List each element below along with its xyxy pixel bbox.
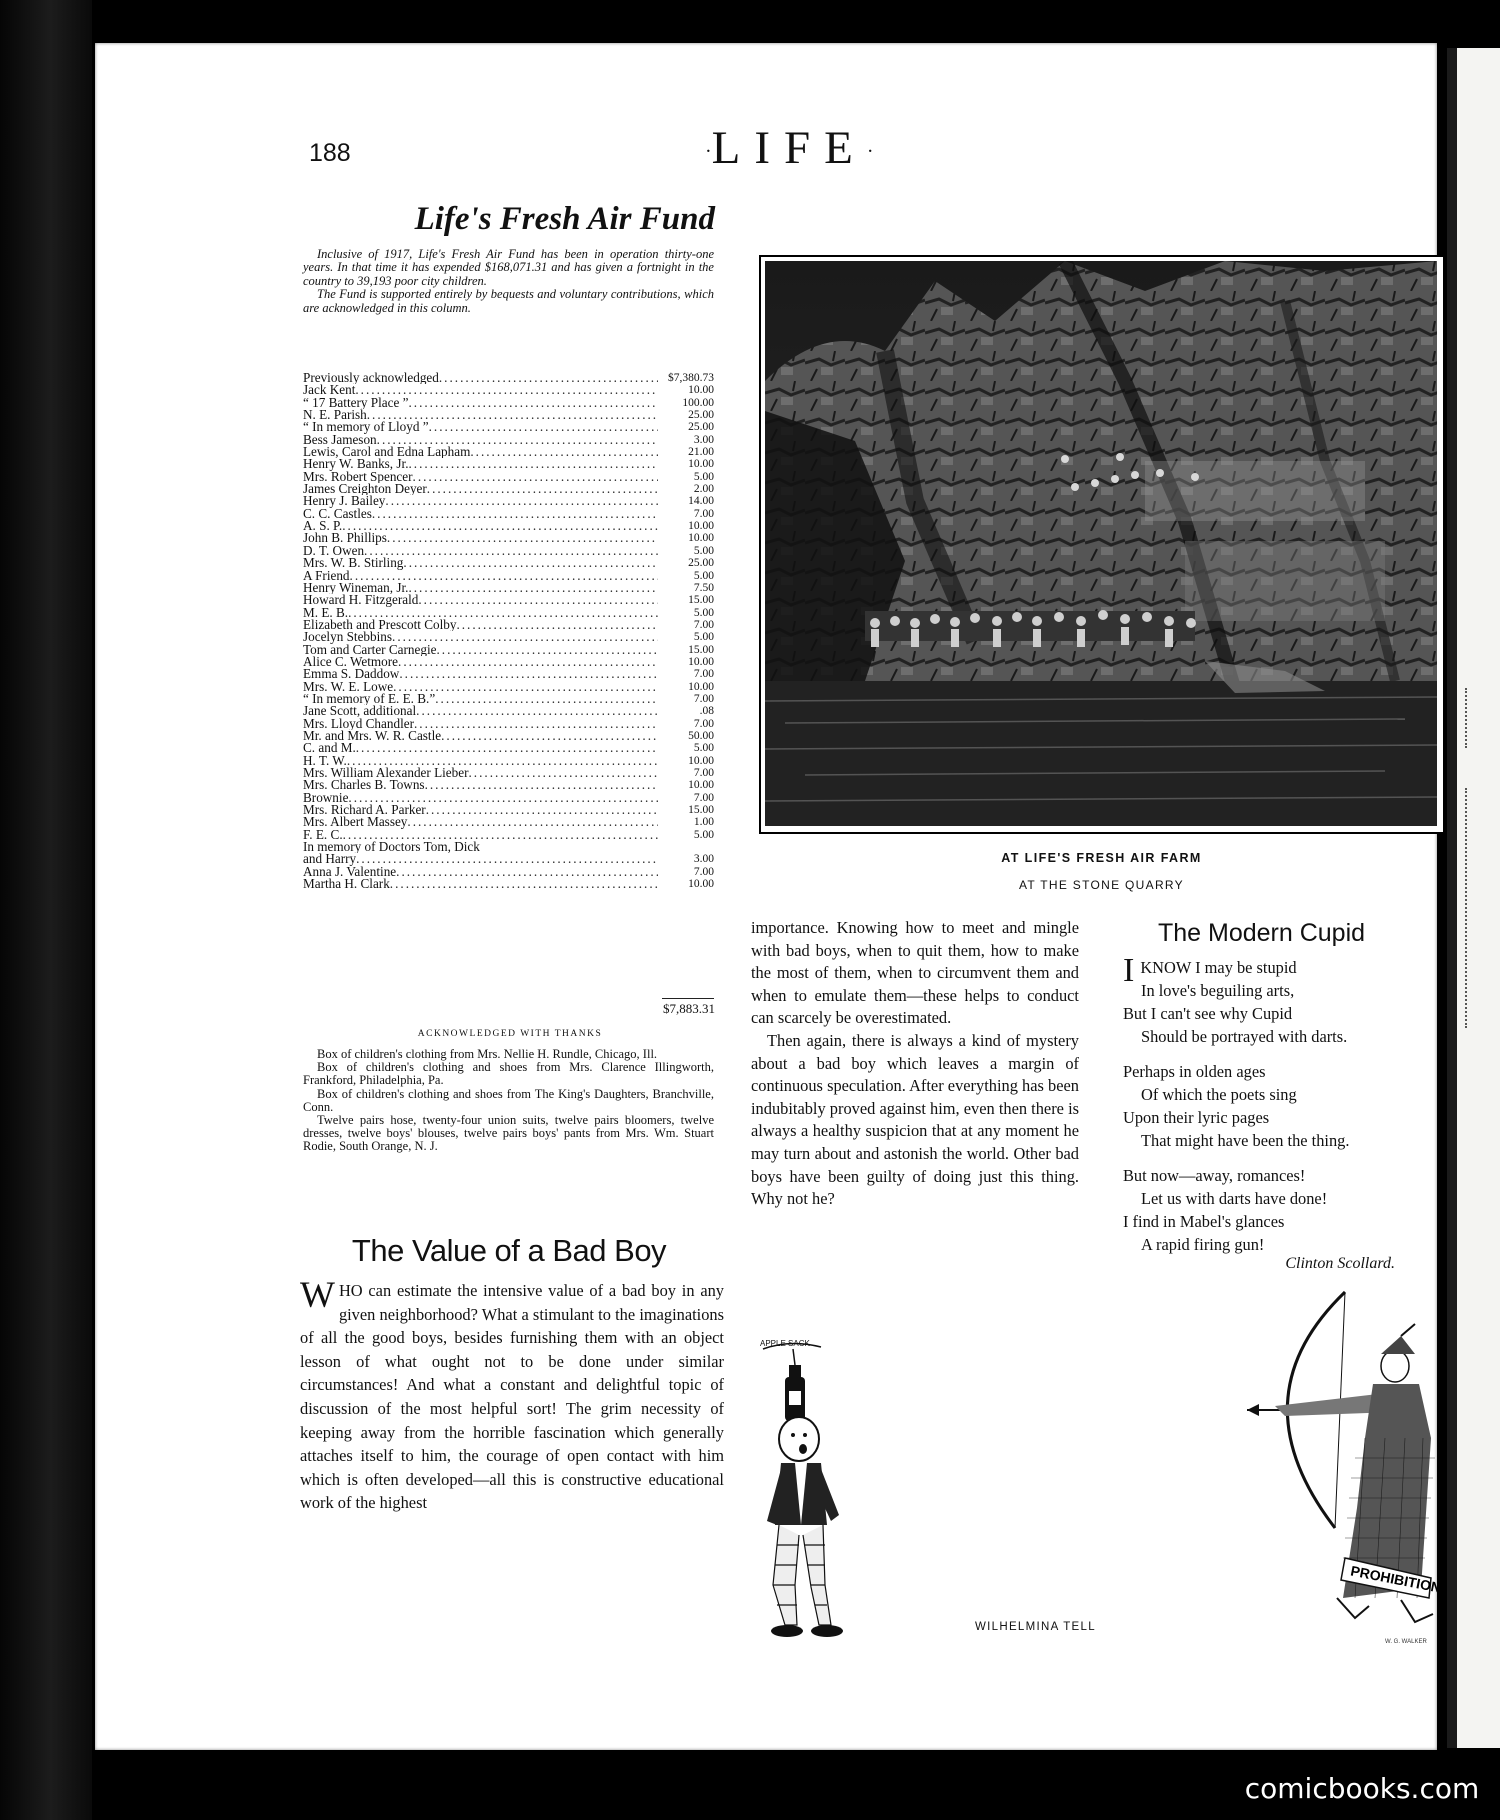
donation-row bbox=[303, 816, 714, 828]
donor-name: M. E. B. bbox=[303, 606, 349, 619]
fund-intro-paragraph: Inclusive of 1917, Life's Fresh Air Fund has been in operation thirty-one years. In that time it has expended $168,071.31 and has given a fortnight in the country to 39,193 poor city children. bbox=[303, 247, 714, 288]
donation-amount: 5.00 bbox=[693, 742, 714, 755]
donation-amount: 21.00 bbox=[688, 446, 714, 459]
donation-row bbox=[303, 471, 714, 483]
dot-leader bbox=[398, 656, 658, 668]
donor-name: Brownie bbox=[303, 791, 349, 805]
donor-name: N. E. Parish bbox=[303, 409, 367, 422]
dot-leader bbox=[367, 409, 658, 421]
photo-frame bbox=[759, 255, 1445, 834]
donation-row bbox=[303, 446, 714, 458]
donation-amount: 5.00 bbox=[693, 606, 714, 619]
poem-author: Clinton Scollard. bbox=[1285, 1255, 1395, 1272]
donor-name: “ In memory of Lloyd ” bbox=[303, 421, 429, 434]
donor-name: Mr. and Mrs. W. R. Castle bbox=[303, 729, 442, 743]
donation-row bbox=[303, 619, 714, 631]
drop-cap: W bbox=[300, 1275, 335, 1316]
poem-stanza bbox=[1123, 1060, 1423, 1152]
donation-row bbox=[303, 730, 714, 742]
donor-name: A. S. P. bbox=[303, 520, 343, 533]
donation-row bbox=[303, 520, 714, 532]
donor-name: “ In memory of E. E. B.” bbox=[303, 692, 436, 706]
donation-row bbox=[303, 681, 714, 693]
donor-name: Jack Kent bbox=[303, 384, 356, 397]
adjacent-page-art bbox=[1465, 688, 1497, 748]
scan-edge-left bbox=[0, 0, 92, 1820]
masthead-dot-right: · bbox=[866, 140, 874, 163]
donation-row bbox=[303, 545, 714, 557]
donation-amount: 15.00 bbox=[688, 643, 714, 656]
donation-row bbox=[303, 656, 714, 668]
dot-leader bbox=[416, 705, 658, 717]
donation-amount: 15.00 bbox=[688, 594, 714, 607]
poem-line: But I can't see why Cupid bbox=[1123, 1004, 1293, 1023]
donation-row bbox=[303, 779, 714, 791]
gift-item: Box of children's clothing and shoes from The King's Daughters, Branchville, Conn. bbox=[303, 1086, 714, 1114]
poem-stanza bbox=[1123, 1164, 1423, 1256]
dot-leader bbox=[408, 582, 658, 594]
watermark: comicbooks.com bbox=[1224, 1756, 1500, 1820]
donation-row bbox=[303, 668, 714, 680]
donation-row bbox=[303, 434, 714, 446]
poem-line: KNOW I may be stupid bbox=[1140, 958, 1297, 977]
poem bbox=[1123, 952, 1423, 1268]
dot-leader bbox=[456, 619, 658, 631]
dot-leader bbox=[385, 495, 658, 507]
dot-leader bbox=[364, 545, 658, 557]
donor-name: D. T. Owen bbox=[303, 544, 365, 558]
masthead bbox=[705, 121, 874, 175]
donor-name: Henry Wineman, Jr. bbox=[303, 581, 409, 595]
donation-amount: 25.00 bbox=[688, 557, 714, 570]
poem-line: Let us with darts have done! bbox=[1141, 1189, 1328, 1208]
donation-amount: 1.00 bbox=[693, 816, 714, 829]
donation-amount: 10.00 bbox=[688, 458, 714, 471]
donor-name: C. C. Castles bbox=[303, 507, 372, 521]
donation-row bbox=[303, 607, 714, 619]
dot-leader bbox=[407, 816, 658, 828]
donation-amount: 7.00 bbox=[693, 507, 714, 520]
dot-leader bbox=[393, 681, 658, 693]
article-paragraph: HO can estimate the intensive value of a bad boy in any given neighborhood? What a stimulant to the imaginations of all the good boys, besides furnishing them with an object lesson of what ought not to be done under similar circumstances! And what a constant and delightful topic of discussion of the most helpful sort! The grim necessity of keeping away from the horrible fascination which generally attaches itself to him, the courage of open contact with him which is often developed—all this is constructive educational work of the highest bbox=[300, 1281, 724, 1513]
page-number: 188 bbox=[309, 139, 351, 167]
donation-amount: 3.00 bbox=[693, 433, 714, 446]
donation-row bbox=[303, 372, 714, 384]
donor-name: C. and M. bbox=[303, 742, 356, 755]
donation-row bbox=[303, 532, 714, 544]
donor-name: Mrs. Albert Massey bbox=[303, 816, 408, 829]
donation-amount: 7.00 bbox=[693, 668, 714, 681]
gift-list bbox=[303, 1048, 714, 1154]
donation-amount: 25.00 bbox=[688, 421, 714, 434]
dot-leader bbox=[426, 804, 658, 816]
apple-sack-man-illustration bbox=[755, 1335, 890, 1644]
dot-leader bbox=[399, 668, 658, 680]
donor-name: Elizabeth and Prescott Colby bbox=[303, 618, 457, 632]
dot-leader bbox=[372, 508, 658, 520]
donor-name: Martha H. Clark bbox=[303, 878, 390, 891]
dot-leader bbox=[436, 644, 658, 656]
masthead-title: LIFE bbox=[711, 122, 867, 174]
dot-leader bbox=[403, 557, 658, 569]
poem-line: Perhaps in olden ages bbox=[1123, 1062, 1266, 1081]
magazine-page bbox=[95, 43, 1443, 1750]
donor-name: Mrs. W. B. Stirling bbox=[303, 557, 404, 570]
donor-name: Mrs. W. E. Lowe bbox=[303, 680, 394, 693]
donation-total: $7,883.31 bbox=[663, 1001, 715, 1016]
dot-leader bbox=[414, 718, 658, 730]
poem-stanza bbox=[1123, 952, 1423, 1048]
poem-line: Of which the poets sing bbox=[1141, 1085, 1297, 1104]
donor-name: Jane Scott, additional bbox=[303, 705, 417, 718]
donation-amount: 10.00 bbox=[688, 779, 714, 792]
donor-name: Jocelyn Stebbins bbox=[303, 631, 393, 644]
donor-name: A Friend bbox=[303, 569, 350, 582]
donor-name: Mrs. William Alexander Lieber bbox=[303, 767, 469, 780]
donor-name: In memory of Doctors Tom, Dick bbox=[303, 841, 480, 854]
dot-leader bbox=[427, 483, 658, 495]
cartoon-caption: WILHELMINA TELL bbox=[975, 1621, 1096, 1633]
dot-leader bbox=[408, 397, 658, 409]
cartoon-sign-text: APPLE SACK bbox=[760, 1339, 810, 1348]
donation-amount: 10.00 bbox=[688, 520, 714, 533]
dot-leader bbox=[470, 446, 658, 458]
donor-name: Previously acknowledged bbox=[303, 372, 439, 385]
dot-leader bbox=[469, 767, 659, 779]
donor-name: “ 17 Battery Place ” bbox=[303, 396, 409, 410]
adjacent-page-art bbox=[1465, 788, 1497, 1028]
donation-row bbox=[303, 792, 714, 804]
donation-amount: 14.00 bbox=[688, 495, 714, 508]
donor-name: Mrs. Richard A. Parker bbox=[303, 804, 426, 817]
donor-name: Mrs. Lloyd Chandler bbox=[303, 717, 414, 730]
donor-name: Mrs. Robert Spencer bbox=[303, 470, 413, 484]
dot-leader bbox=[348, 792, 658, 804]
dot-leader bbox=[348, 607, 658, 619]
article-paragraph: importance. Knowing how to meet and mingle with bad boys, when to quit them, how to make the most of them, when to circumvent them and when to emulate them—these helps to conduct can scarcely be overestimated. bbox=[751, 918, 1079, 1028]
donation-amount: 5.00 bbox=[693, 828, 714, 841]
dot-leader bbox=[355, 384, 658, 396]
poem-line: In love's beguiling arts, bbox=[1141, 981, 1295, 1000]
donor-name: Henry J. Bailey bbox=[303, 495, 386, 508]
donation-row bbox=[303, 384, 714, 396]
donation-row bbox=[303, 631, 714, 643]
donation-amount: 7.00 bbox=[693, 717, 714, 730]
acknowledged-heading: ACKNOWLEDGED WITH THANKS bbox=[417, 1029, 603, 1039]
masthead-dot-left: · bbox=[705, 140, 712, 163]
photo-subcaption: AT THE STONE QUARRY bbox=[1019, 878, 1184, 892]
article-title: The Value of a Bad Boy bbox=[351, 1233, 667, 1268]
dot-leader bbox=[387, 532, 658, 544]
dot-leader bbox=[413, 471, 658, 483]
donor-name: Alice C. Wetmore bbox=[303, 655, 399, 669]
donor-name: F. E. C. bbox=[303, 828, 343, 842]
donation-row bbox=[303, 742, 714, 754]
poem-line: A rapid firing gun! bbox=[1141, 1235, 1265, 1254]
donation-amount: 10.00 bbox=[688, 754, 714, 767]
fund-intro-paragraph: The Fund is supported entirely by bequests and voluntary contributions, which are acknowledged in this column. bbox=[303, 287, 714, 315]
donation-row bbox=[303, 866, 714, 878]
donor-name: Anna J. Valentine bbox=[303, 865, 397, 879]
donor-name: Emma S. Daddow bbox=[303, 668, 400, 681]
gift-item: Twelve pairs hose, twenty-four union suits, twelve pairs bloomers, twelve dresses, twelve boys' blouses, twelve pairs boys' pants from Mrs. Wm. Stuart Rodie, South Orange, N. J. bbox=[303, 1113, 714, 1154]
donation-amount: 3.00 bbox=[693, 853, 714, 866]
donation-row bbox=[303, 458, 714, 470]
donation-amount: 7.00 bbox=[693, 618, 714, 631]
donor-name: James Creighton Deyer bbox=[303, 483, 427, 496]
donation-amount: 10.00 bbox=[688, 680, 714, 693]
prohibition-archer-illustration bbox=[1245, 1288, 1455, 1643]
article-continuation bbox=[751, 917, 1079, 1211]
dot-leader bbox=[342, 520, 658, 532]
article-body bbox=[300, 1275, 724, 1515]
sash-text: PROHIBITION bbox=[1349, 1562, 1443, 1596]
donation-row bbox=[303, 804, 714, 816]
donor-name: Mrs. Charles B. Towns bbox=[303, 779, 425, 792]
donation-row bbox=[303, 644, 714, 656]
donation-row bbox=[303, 767, 714, 779]
donation-amount: 10.00 bbox=[688, 384, 714, 397]
donation-row bbox=[303, 718, 714, 730]
donation-amount: 7.00 bbox=[693, 865, 714, 878]
dot-leader bbox=[356, 742, 658, 754]
poem-line: Should be portrayed with darts. bbox=[1141, 1027, 1348, 1046]
donation-row bbox=[303, 878, 714, 890]
donation-amount: 10.00 bbox=[688, 878, 714, 891]
donor-name: H. T. W. bbox=[303, 754, 347, 767]
poem-title: The Modern Cupid bbox=[1157, 919, 1366, 947]
donor-name: and Harry bbox=[303, 853, 357, 866]
dot-leader bbox=[356, 853, 658, 865]
donation-row bbox=[303, 853, 714, 865]
donation-row bbox=[303, 421, 714, 433]
dot-leader bbox=[350, 570, 658, 582]
dot-leader bbox=[347, 755, 658, 767]
donation-amount: .08 bbox=[699, 705, 714, 718]
donation-row bbox=[303, 409, 714, 421]
donation-amount: 5.00 bbox=[693, 631, 714, 644]
donation-amount: 7.00 bbox=[693, 692, 714, 705]
donor-name: Tom and Carter Carnegie bbox=[303, 643, 437, 656]
donation-row bbox=[303, 693, 714, 705]
donation-amount: 10.00 bbox=[688, 532, 714, 545]
fund-intro bbox=[303, 248, 714, 315]
dot-leader bbox=[425, 779, 658, 791]
donation-row bbox=[303, 397, 714, 409]
donation-list bbox=[303, 372, 714, 890]
donation-row bbox=[303, 557, 714, 569]
donation-row bbox=[303, 705, 714, 717]
poem-line: That might have been the thing. bbox=[1141, 1131, 1350, 1150]
article-paragraph: Then again, there is always a kind of mystery about a bad boy which leaves a margin of continuous speculation. After everything has been indubitably proved against him, even then there is always a healthy suspicion that at any moment he may turn about and astonish the world. Other bad boys have been guilty of doing just this thing. Why not he? bbox=[751, 1030, 1079, 1209]
dot-leader bbox=[429, 421, 658, 433]
donation-amount: 7.00 bbox=[693, 767, 714, 779]
donor-name: Lewis, Carol and Edna Lapham bbox=[303, 446, 471, 459]
donation-row bbox=[303, 582, 714, 594]
gift-item: Box of children's clothing from Mrs. Nellie H. Rundle, Chicago, Ill. bbox=[317, 1047, 658, 1061]
poem-line: But now—away, romances! bbox=[1123, 1166, 1306, 1185]
donation-row bbox=[303, 829, 714, 841]
donation-row bbox=[303, 755, 714, 767]
donation-amount: 7.00 bbox=[693, 791, 714, 804]
donor-name: Henry W. Banks, Jr. bbox=[303, 458, 409, 471]
donation-row bbox=[303, 483, 714, 495]
dot-leader bbox=[409, 458, 659, 470]
donation-amount: 5.00 bbox=[693, 470, 714, 483]
dot-leader bbox=[377, 434, 658, 446]
fund-title: Life's Fresh Air Fund bbox=[414, 201, 715, 237]
total-rule bbox=[662, 998, 714, 999]
donation-amount: 2.00 bbox=[693, 483, 714, 496]
dot-leader bbox=[396, 866, 658, 878]
photo-caption: AT LIFE'S FRESH AIR FARM bbox=[1001, 851, 1202, 865]
dot-leader bbox=[343, 829, 658, 841]
dot-leader bbox=[392, 631, 658, 643]
donation-amount: 5.00 bbox=[693, 544, 714, 557]
donation-row bbox=[303, 841, 714, 853]
poem-initial: I bbox=[1123, 952, 1135, 989]
donor-name: John B. Phillips bbox=[303, 532, 387, 545]
stone-quarry-photo bbox=[765, 261, 1437, 826]
donation-amount: 7.50 bbox=[693, 581, 714, 594]
donation-row bbox=[303, 495, 714, 507]
poem-line: Upon their lyric pages bbox=[1123, 1108, 1270, 1127]
donation-amount bbox=[480, 841, 536, 853]
gift-item: Box of children's clothing and shoes from Mrs. Clarence Illingworth, Frankford, Philadelphia, Pa. bbox=[303, 1060, 714, 1088]
poem-line: I find in Mabel's glances bbox=[1123, 1212, 1285, 1231]
donation-amount: 10.00 bbox=[688, 655, 714, 668]
dot-leader bbox=[439, 372, 658, 384]
donor-name: Bess Jameson bbox=[303, 433, 377, 447]
donation-amount: 15.00 bbox=[688, 804, 714, 817]
artist-signature: W. G. WALKER bbox=[1385, 1639, 1427, 1645]
donation-row bbox=[303, 594, 714, 606]
donation-amount: 50.00 bbox=[688, 729, 714, 742]
donation-amount: 25.00 bbox=[688, 409, 714, 422]
donation-amount: 5.00 bbox=[693, 569, 714, 582]
dot-leader bbox=[390, 878, 658, 890]
donation-amount: 100.00 bbox=[682, 396, 714, 409]
donation-row bbox=[303, 570, 714, 582]
donor-name: Howard H. Fitzgerald bbox=[303, 594, 419, 607]
dot-leader bbox=[441, 730, 658, 742]
dot-leader bbox=[418, 594, 658, 606]
donation-amount: $7,380.73 bbox=[668, 372, 714, 384]
dot-leader bbox=[435, 693, 658, 705]
donation-row bbox=[303, 508, 714, 520]
